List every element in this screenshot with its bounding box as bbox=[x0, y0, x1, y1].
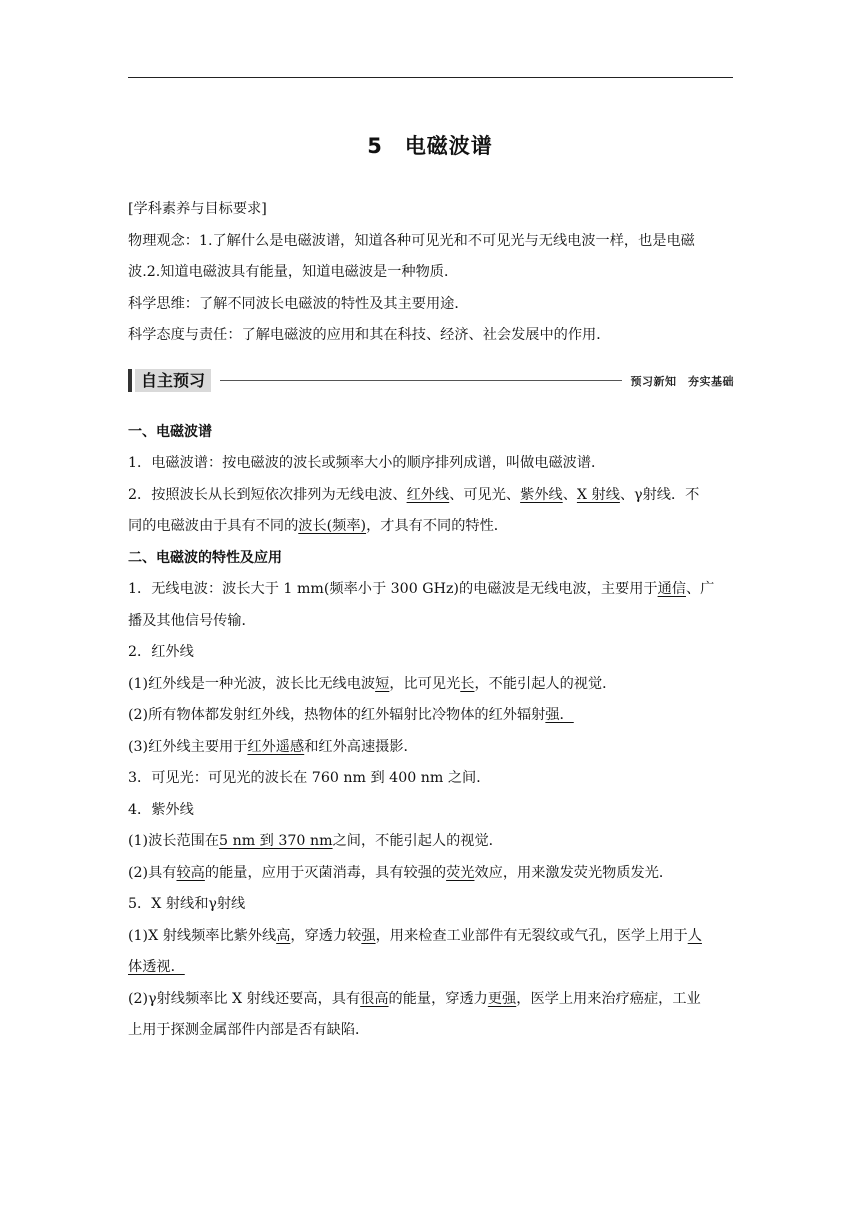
goals-heading: [学科素养与目标要求] bbox=[128, 201, 267, 217]
text-run: (2)所有物体都发射红外线，热物体的红外辐射比冷物体的红外辐射 bbox=[128, 707, 546, 723]
answer-blank: 红外线 bbox=[406, 486, 450, 503]
answer-blank: 较高 bbox=[176, 864, 205, 881]
text-run: 效应，用来激发荧光物质发光． bbox=[474, 864, 674, 881]
paragraph bbox=[128, 952, 734, 984]
text-run: 、 bbox=[562, 486, 577, 503]
answer-blank: X 射线 bbox=[576, 486, 620, 503]
text-run: 之间，不能引起人的视觉． bbox=[332, 833, 503, 849]
answer-blank: 红外遥感 bbox=[247, 738, 305, 755]
section-number: 5 bbox=[367, 134, 383, 158]
answer-blank: 高 bbox=[276, 927, 291, 944]
paragraph bbox=[128, 826, 734, 858]
subheading: 2．红外线 bbox=[128, 644, 194, 660]
answer-blank: 紫外线 bbox=[520, 486, 563, 503]
text-run: ，才具有不同的特性． bbox=[366, 518, 508, 534]
text-run: (2)具有 bbox=[128, 864, 177, 881]
paragraph bbox=[128, 574, 734, 606]
preview-banner bbox=[128, 368, 734, 398]
paragraph bbox=[128, 669, 734, 701]
banner-rule bbox=[220, 380, 622, 381]
paragraph bbox=[128, 732, 734, 764]
text-run: 的能量，穿透力 bbox=[388, 990, 488, 1007]
paragraph bbox=[128, 700, 734, 732]
document-body bbox=[128, 194, 734, 1047]
answer-blank: 5 nm 到 370 nm bbox=[219, 833, 333, 849]
subheading: 4．紫外线 bbox=[128, 801, 194, 818]
answer-blank: 强 bbox=[361, 927, 376, 944]
section-heading: 二、电磁波的特性及应用 bbox=[128, 549, 282, 566]
answer-blank: 很高 bbox=[360, 990, 389, 1007]
header-rule bbox=[128, 77, 733, 78]
answer-blank: 短 bbox=[375, 675, 390, 692]
text-run: (1)X 射线频率比紫外线 bbox=[128, 927, 277, 944]
goals-line: 科学态度与责任：了解电磁波的应用和其在科技、经济、社会发展中的作用． bbox=[128, 327, 611, 343]
section-heading: 一、电磁波谱 bbox=[128, 423, 212, 440]
paragraph: 播及其他信号传输． bbox=[128, 612, 256, 629]
paragraph bbox=[128, 921, 734, 953]
text-run: ，穿透力较 bbox=[290, 927, 362, 944]
banner-bar bbox=[128, 369, 132, 392]
paragraph: 1．电磁波谱：按电磁波的波长或频率大小的顺序排列成谱，叫做电磁波谱． bbox=[128, 455, 606, 471]
goals-line: 科学思维：了解不同波长电磁波的特性及其主要用途． bbox=[128, 295, 469, 312]
text-run: 同的电磁波由于具有不同的 bbox=[128, 518, 299, 534]
answer-blank: 强． bbox=[545, 707, 574, 723]
text-run: (3)红外线主要用于 bbox=[128, 738, 248, 755]
page-title bbox=[0, 130, 860, 160]
text-run: ，不能引起人的视觉． bbox=[474, 675, 617, 692]
paragraph bbox=[128, 984, 734, 1016]
paragraph bbox=[128, 858, 734, 890]
text-run: 的能量，应用于灭菌消毒，具有较强的 bbox=[204, 864, 447, 881]
answer-blank: 荧光 bbox=[446, 864, 475, 881]
answer-blank: 长 bbox=[460, 675, 475, 692]
text-run: 、广 bbox=[685, 581, 715, 597]
text-run: 1．无线电波：波长大于 1 mm(频率小于 300 GHz)的电磁波是无线电波，主要用于 bbox=[128, 581, 658, 597]
answer-blank: 通信 bbox=[657, 581, 686, 597]
banner-subtitle: 预习新知 夯实基础 bbox=[630, 374, 734, 388]
answer-blank: 更强 bbox=[487, 990, 517, 1007]
text-run: (1)波长范围在 bbox=[128, 833, 220, 849]
subheading: 5．X 射线和γ射线 bbox=[128, 896, 246, 912]
paragraph: 3．可见光：可见光的波长在 760 nm 到 400 nm 之间． bbox=[128, 770, 491, 786]
goals-line: 物理观念：1.了解什么是电磁波谱，知道各种可见光和不可见光与无线电波一样，也是电磁 bbox=[128, 232, 695, 249]
text-run: 、可见光、 bbox=[449, 486, 521, 503]
text-run: 和红外高速摄影． bbox=[304, 738, 418, 755]
answer-blank: 波长(频率) bbox=[298, 518, 367, 534]
text-run: (1)红外线是一种光波，波长比无线电波 bbox=[128, 675, 376, 692]
text-run: 2．按照波长从长到短依次排列为无线电波、 bbox=[128, 486, 407, 503]
banner-label: 自主预习 bbox=[135, 369, 211, 392]
section-title: 电磁波谱 bbox=[404, 134, 493, 158]
text-run: ，比可见光 bbox=[389, 675, 461, 692]
paragraph bbox=[128, 480, 734, 512]
paragraph: 上用于探测金属部件内部是否有缺陷． bbox=[128, 1022, 370, 1038]
text-run: ，用来检查工业部件有无裂纹或气孔，医学上用于 bbox=[375, 927, 688, 944]
text-run: ，医学上用来治疗癌症，工业 bbox=[516, 990, 701, 1007]
paragraph bbox=[128, 511, 734, 543]
text-run: 、γ射线．不 bbox=[619, 486, 700, 503]
answer-blank: 人 bbox=[687, 927, 702, 944]
text-run: (2)γ射线频率比 X 射线还要高，具有 bbox=[128, 990, 361, 1007]
answer-blank: 体透视． bbox=[128, 959, 185, 975]
goals-line: 波.2.知道电磁波具有能量，知道电磁波是一种物质． bbox=[128, 264, 459, 280]
